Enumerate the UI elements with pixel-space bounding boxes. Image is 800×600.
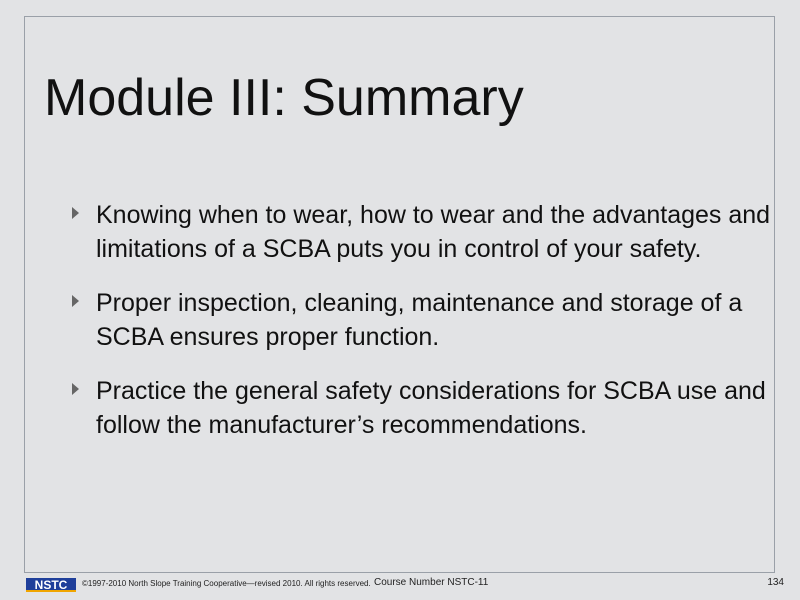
bullet-text: Proper inspection, cleaning, maintenance and storage of a SCBA ensures proper function.: [96, 289, 743, 351]
bullet-text: Knowing when to wear, how to wear and the advantages and limitations of a SCBA puts you in control of your safety.: [96, 201, 771, 263]
course-number: Course Number NSTC-11: [374, 577, 489, 588]
slide-title: Module III: Summary: [44, 69, 524, 127]
nstc-logo: [26, 576, 76, 594]
bullet-text: Practice the general safety considerations for SCBA use and follow the manufacturer’s recommendations.: [96, 377, 766, 439]
copyright-notice: ©1997-2010 North Slope Training Cooperative—revised 2010. All rights reserved.: [82, 579, 371, 588]
page-number: 134: [767, 577, 784, 588]
bullet-arrow-icon: [72, 383, 79, 395]
slide-footer: [24, 574, 784, 596]
bullet-item: [72, 198, 772, 266]
bullet-item: [72, 374, 772, 442]
bullet-item: [72, 286, 772, 354]
bullet-arrow-icon: [72, 295, 79, 307]
bullet-arrow-icon: [72, 207, 79, 219]
logo-text: NSTC: [34, 578, 68, 592]
bullet-list: [72, 198, 772, 442]
